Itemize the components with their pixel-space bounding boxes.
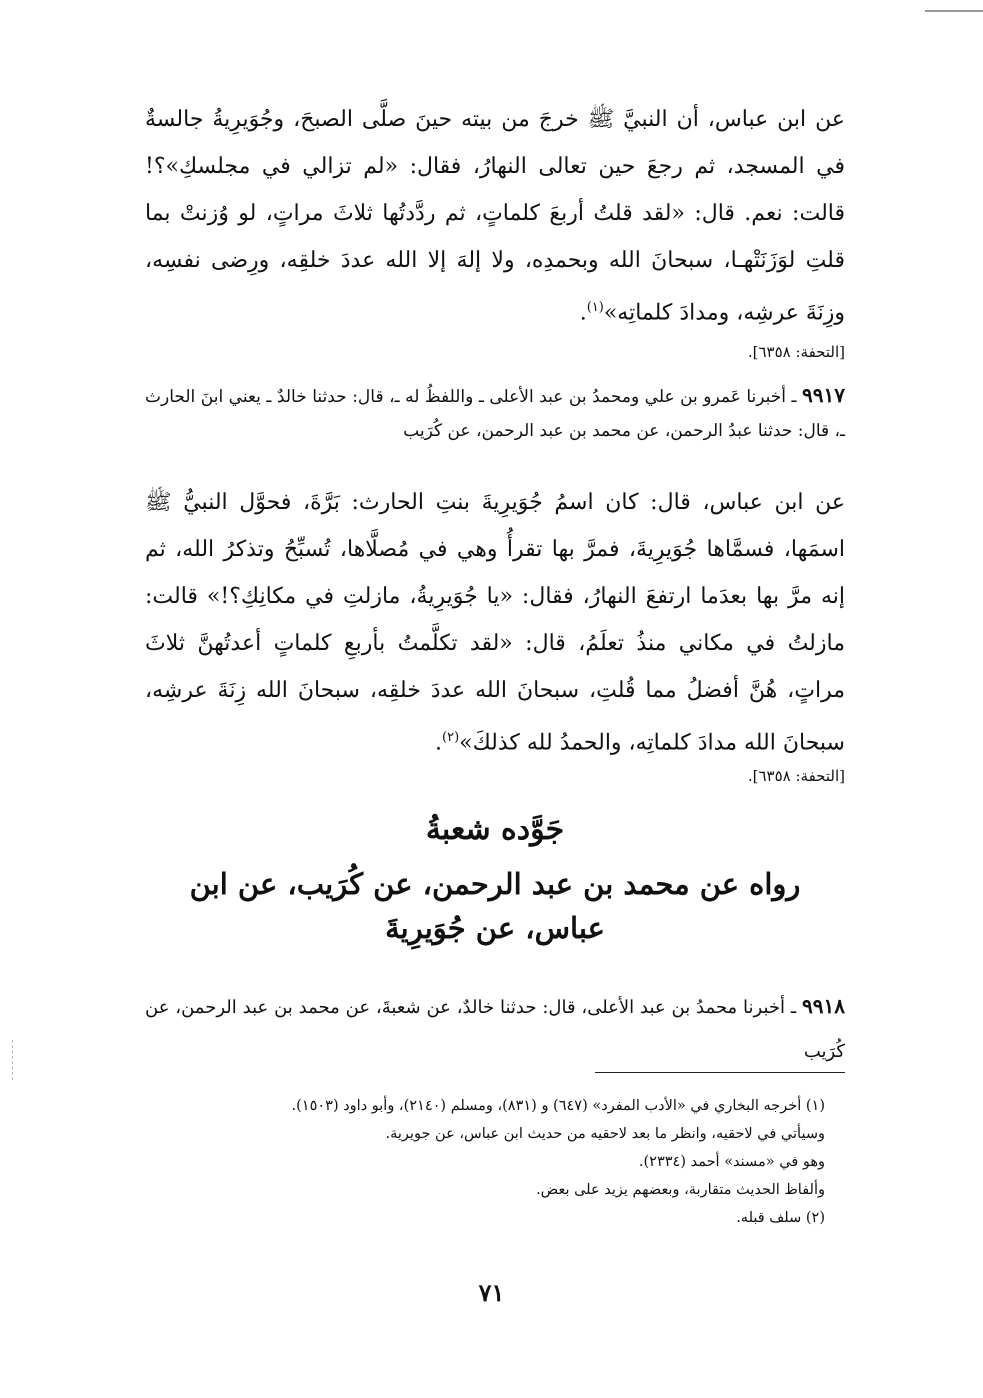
footnote-ref-1[interactable]: (١)	[586, 300, 604, 315]
hadith-number: ٩٩١٧	[802, 383, 845, 407]
footnote-line: (١) أخرجه البخاري في «الأدب المفرد» (٦٤٧) و (٨٣١)، ومسلم (٢١٤٠)، وأبو داود (١٥٠٣).	[291, 1098, 825, 1114]
section-subheading	[165, 862, 825, 950]
scan-edge-mark	[925, 10, 983, 12]
matn-paragraph: عن ابن عباس، قال: كان اسمُ جُوَيرِيةَ بنتِ الحارث: بَرَّةَ، فحوَّل النبيُّ ﷺ اسمَها، فسمَّاها جُوَيرِيةَ، فمرَّ بها تقرأُ وهي في مُصلَّاها، تُسبِّحُ وتذكرُ الله، ثم إنه مرَّ بها بعدَما ارتفعَ النهارُ، فقال: «يا جُوَيرِيةُ، مازلتِ في مكانِكِ؟!» قالت: مازلتُ في مكاني منذُ تعلَمُ، قال: «لقد تكلَّمتُ بأربعِ كلماتٍ أعدتُهنَّ ثلاثَ مراتٍ، هُنَّ أفضلُ مما قُلتِ، سبحانَ الله عددَ خلقِه، سبحانَ الله زِنَةَ عرشِه، سبحانَ الله مدادَ كلماتِه، والحمدُ لله كذلكَ»$^{(٢)}$.	[145, 490, 845, 756]
matn-paragraph: عن ابن عباس، أن النبيَّ ﷺ خرجَ من بيته حينَ صلَّى الصبحَ، وجُوَيرِيةُ جالسةٌ في المسجد، ثم رجعَ حين تعالى النهارُ، فقال: «لم تزالي في مجلسكِ»؟! قالت: نعم. قال: «لقد قلتُ أربعَ كلماتٍ، ثم ردَّدتُها ثلاثَ مراتٍ، لو وُزنتْ بما قلتِ لوَزَنَتْهـا، سبحانَ الله وبحمدِه، ولا إلهَ إلا الله عددَ خلقِه، ورِضى نفسِه، وزِنَةَ عرشِه، ومدادَ كلماتِه»$^{(١)}$.	[145, 107, 845, 326]
page-number: ٧١	[478, 1278, 505, 1307]
tuhfa-reference-2: [التحفة: ٦٣٥٨].	[747, 767, 845, 785]
footnote-line: وسيأتي في لاحقيه، وانظر ما بعد لاحقيه من حديث ابن عباس، عن جويرية.	[385, 1126, 825, 1142]
section-heading	[145, 805, 845, 855]
hadith-9917-matn	[145, 479, 845, 766]
hadith-9916-matn	[145, 96, 845, 336]
scan-side-mark	[12, 1040, 14, 1080]
hadith-9918-isnad	[145, 984, 845, 1074]
section-subtitle: رواه عن محمد بن عبد الرحمن، عن كُرَيب، عن ابن عباس، عن جُوَيرِيةَ	[189, 867, 801, 945]
isnad-text: ـ أخبرنا عَمرو بن علي ومحمدُ بن عبد الأعلى ـ واللفظُ له ـ، قال: حدثنا خالدٌ ـ يعني ابنَ الحارث ـ، قال: حدثنا عبدُ الرحمن، عن محمد بن عبد الرحمن، عن كُرَيب	[145, 387, 845, 441]
footnote-separator	[595, 1072, 845, 1073]
section-title: جَوَّده شعبةُ	[425, 812, 565, 847]
tuhfa-reference-1: [التحفة: ٦٣٥٨].	[747, 343, 845, 361]
footnote-line: وهو في «مسند» أحمد (٢٣٣٤).	[638, 1154, 825, 1170]
footnote-line: وألفاظ الحديث متقاربة، وبعضهم يزيد على بعض.	[536, 1182, 825, 1198]
footnotes	[200, 1092, 825, 1232]
footnote-line: (٢) سلف قبله.	[736, 1210, 825, 1226]
hadith-9917-isnad	[145, 378, 845, 448]
hadith-number: ٩٩١٨	[802, 994, 845, 1018]
isnad-text: ـ أخبرنا محمدُ بن عبد الأعلى، قال: حدثنا خالدٌ، عن شعبةَ، عن محمد بن عبد الرحمن، عن كُرَيب	[145, 997, 845, 1062]
footnote-ref-2[interactable]: (٢)	[442, 730, 460, 745]
